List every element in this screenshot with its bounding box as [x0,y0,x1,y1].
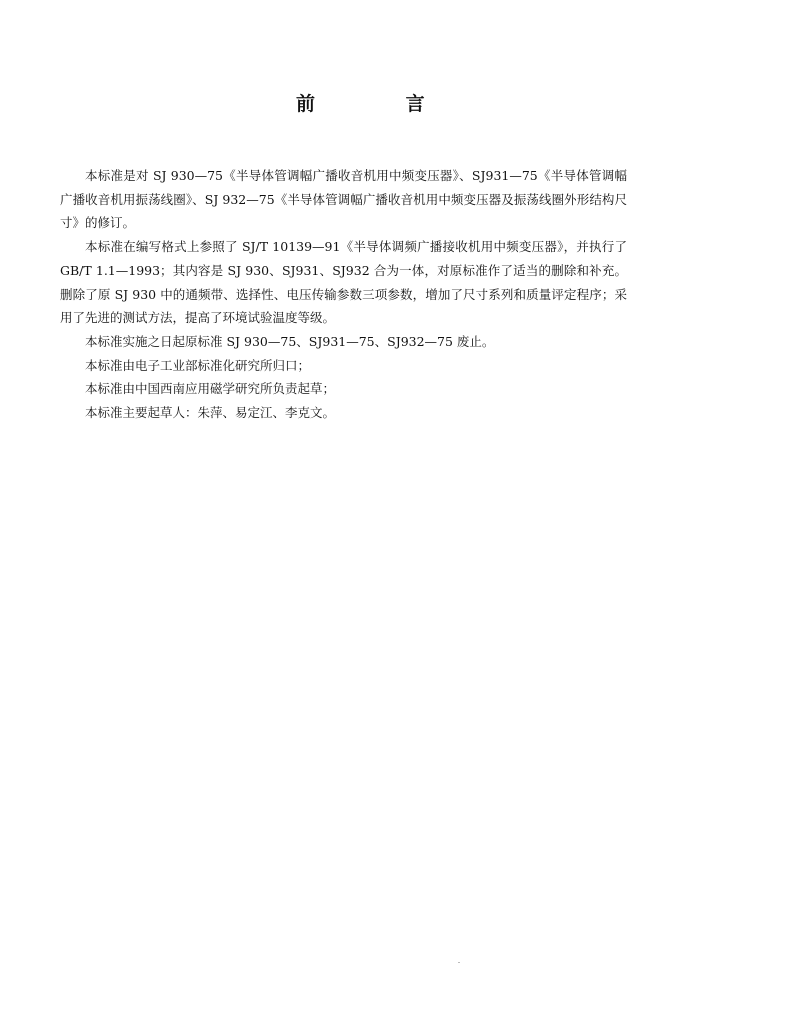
paragraph-drafters: 本标准主要起草人：朱萍、易定江、李克文。 [85,405,336,421]
page-title: 前 言 [296,93,467,115]
paragraph-responsible-org: 本标准由电子工业部标准化研究所归口； [85,357,311,373]
foreword-body [60,164,627,425]
paragraph-supersede-note: 本标准实施之日起原标准 SJ 930—75、SJ931—75、SJ932—75 废止。 [85,333,495,349]
paragraph-format-note: 本标准在编写格式上参照了 SJ/T 10139—91《半导体调频广播接收机用中频变压器》，并执行了 GB/T 1.1—1993；其内容是 SJ 930、SJ931、SJ932 合为一体，对原标准作了适当的删除和补充。删除了原 SJ 930 中的通频带、选择性、电压传输参数三项参数，增加了尺寸系列和质量评定程序；采用了先进的测试方法，提高了环境试验温度等级。 [60,239,627,326]
paragraph-drafting-org: 本标准由中国西南应用磁学研究所负责起草； [85,381,336,397]
paragraph-revision-note: 本标准是对 SJ 930—75《半导体管调幅广播收音机用中频变压器》、SJ931—75《半导体管调幅广播收音机用振荡线圈》、SJ 932—75《半导体管调幅广播收音机用中频变压器及振荡线圈外形结构尺寸》的修订。 [60,168,627,231]
scan-speck [458,962,460,963]
